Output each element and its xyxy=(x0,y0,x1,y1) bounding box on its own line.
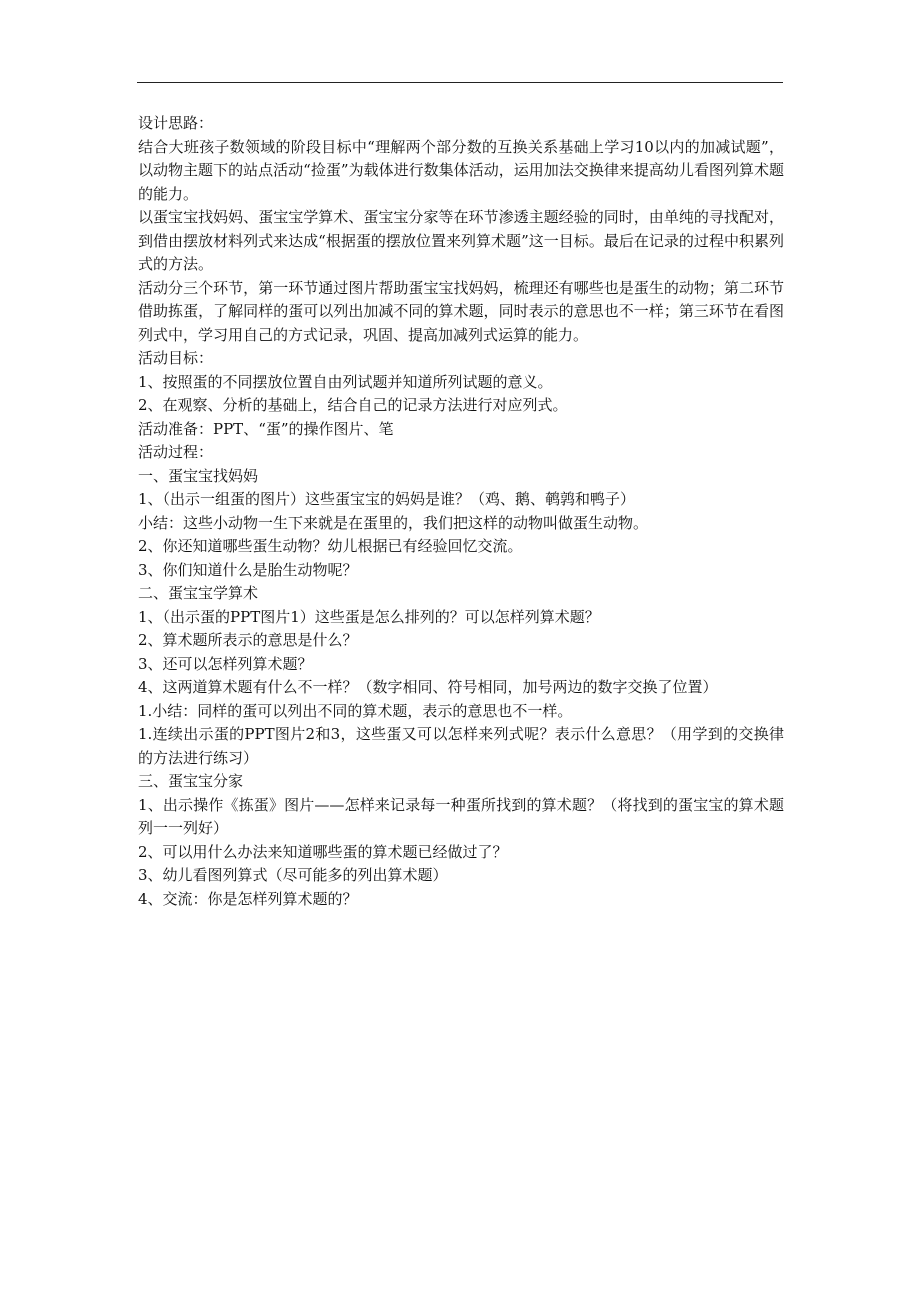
section-1-step-2: 2、你还知道哪些蛋生动物？幼儿根据已有经验回忆交流。 xyxy=(138,537,523,555)
section-2-continuation: 1.连续出示蛋的PPT图片2和3，这些蛋又可以怎样来列式呢？表示什么意思？（用学到的交换律的方法进行练习） xyxy=(138,725,784,767)
header-rule xyxy=(137,82,783,83)
section-3-step-3: 3、幼儿看图列算式（尽可能多的列出算术题） xyxy=(138,866,448,884)
section-2-step-1: 1、（出示蛋的PPT图片1）这些蛋是怎么排列的？可以怎样列算术题？ xyxy=(138,607,600,626)
section-3-step-1: 1、出示操作《拣蛋》图片——怎样来记录每一种蛋所找到的算术题？（将找到的蛋宝宝的算术题列一一列好） xyxy=(138,795,784,837)
section-3-step-2: 2、可以用什么办法来知道哪些蛋的算术题已经做过了？ xyxy=(138,842,508,861)
section-2-step-4: 4、这两道算术题有什么不一样？（数字相同、符号相同，加号两边的数字交换了位置） xyxy=(138,678,718,696)
section-heading-2: 二、蛋宝宝学算术 xyxy=(138,584,259,602)
section-2-step-2: 2、算术题所表示的意思是什么？ xyxy=(138,631,358,649)
section-2-step-3: 3、还可以怎样列算术题？ xyxy=(138,654,313,673)
heading-activity-process: 活动过程： xyxy=(138,443,214,461)
document-body xyxy=(138,112,784,911)
paragraph-design-approach: 以蛋宝宝找妈妈、蛋宝宝学算术、蛋宝宝分家等在环节渗透主题经验的同时，由单纯的寻找配对，到借由摆放材料列式来达成“根据蛋的摆放位置来列算术题”这一目标。最后在记录的过程中积累列式的方法。 xyxy=(138,208,784,273)
activity-preparation: 活动准备：PPT、“蛋”的操作图片、笔 xyxy=(138,419,394,438)
section-1-summary: 小结：这些小动物一生下来就是在蛋里的，我们把这样的动物叫做蛋生动物。 xyxy=(138,513,649,532)
section-1-step-3: 3、你们知道什么是胎生动物呢？ xyxy=(138,560,358,579)
paragraph-activity-structure: 活动分三个环节，第一环节通过图片帮助蛋宝宝找妈妈，梳理还有哪些也是蛋生的动物；第二环节借助拣蛋，了解同样的蛋可以列出加减不同的算术题，同时表示的意思也不一样；第三环节在看图列式中，学习用自己的方式记录，巩固、提高加减列式运算的能力。 xyxy=(138,278,784,344)
section-1-step-1: 1、（出示一组蛋的图片）这些蛋宝宝的妈妈是谁？（鸡、鹅、鹌鹑和鸭子） xyxy=(138,490,636,508)
section-2-summary: 1.小结：同样的蛋可以列出不同的算术题，表示的意思也不一样。 xyxy=(138,701,573,720)
section-3-step-4: 4、交流：你是怎样列算术题的？ xyxy=(138,889,358,908)
section-heading-1: 一、蛋宝宝找妈妈 xyxy=(138,466,259,485)
section-heading-3: 三、蛋宝宝分家 xyxy=(138,772,244,790)
paragraph-design-rationale: 结合大班孩子数领域的阶段目标中“理解两个部分数的互换关系基础上学习10以内的加减试题”，以动物主题下的站点活动“捡蛋”为载体进行数集体活动，运用加法交换律来提高幼儿看图列算术题的能力。 xyxy=(138,137,784,203)
heading-activity-goals: 活动目标： xyxy=(138,349,214,367)
heading-design-idea: 设计思路： xyxy=(138,114,214,132)
goal-item-2: 2、在观察、分析的基础上，结合自己的记录方法进行对应列式。 xyxy=(138,396,568,414)
goal-item-1: 1、按照蛋的不同摆放位置自由列试题并知道所列试题的意义。 xyxy=(138,372,553,391)
